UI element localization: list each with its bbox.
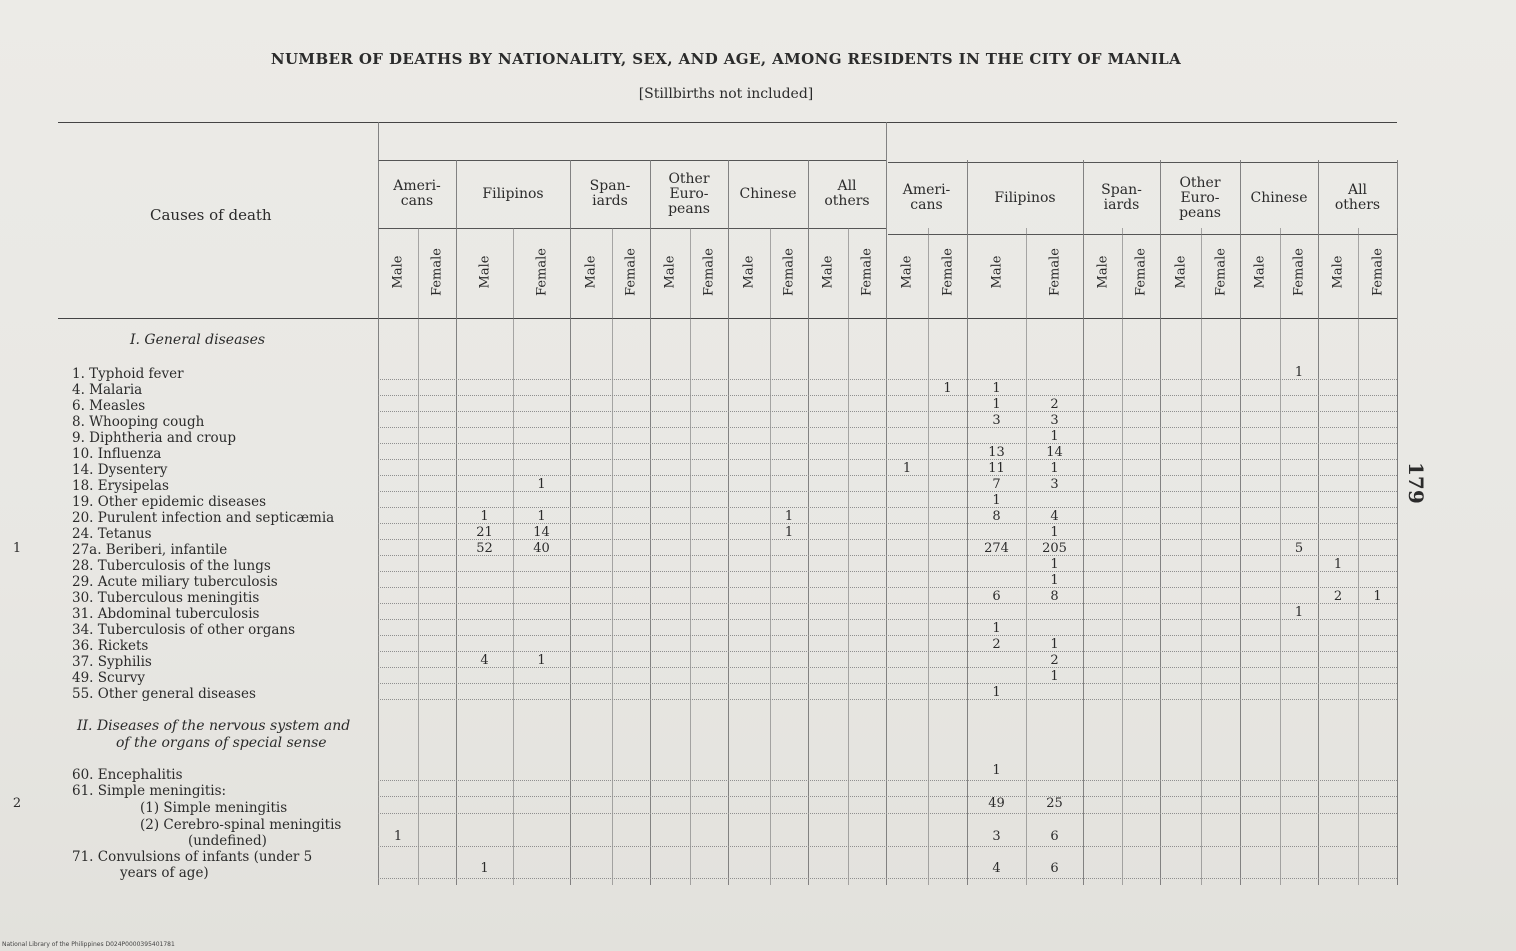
table-cell-value: 1 [992,621,1001,636]
age-group-under-30-days [378,128,886,154]
column-rule [690,228,691,885]
table-cell-value: 1 [992,493,1001,508]
nationality-header-line: Chinese [1250,189,1308,206]
nationality-header-line: others [824,193,870,209]
row-leader [378,699,1397,700]
sex-label-female: Female [940,248,955,296]
table-cell-value: 1 [1050,429,1059,444]
row-leader [378,587,1397,588]
row-leader [378,571,1397,572]
table-row-label: 4. Malaria [72,382,143,398]
table-cell-value: 1 [992,763,1001,778]
sex-label-male: Male [662,255,678,289]
row-leader [378,651,1397,652]
column-rule [928,228,929,885]
column-rule [1122,228,1123,885]
section-general-diseases: I. General diseases [130,332,266,348]
table-cell-value: 1 [902,461,912,476]
sex-label-female: Female [429,248,445,296]
column-rule [770,228,771,885]
table-cell-value: 49 [988,796,1005,811]
table-cell-value: 1 [537,653,546,668]
table-cell-value: 5 [1294,541,1304,556]
table-cell-value: 1 [992,381,1001,396]
sex-label-male: Male [583,255,599,289]
column-rule [513,228,514,885]
table-cell-value: 1 [784,525,794,540]
table-cell-value: 3 [992,413,1001,428]
sex-label-female: Female [534,248,549,296]
column-rule [1026,228,1027,885]
table-cell-value: 1 [784,509,794,524]
age-group-rule-right [888,162,1397,163]
nationality-header [728,164,808,224]
sex-label-female: Female [701,248,717,296]
nationality-header-line: cans [400,193,434,209]
table-cell-value: 1 [1373,589,1382,604]
sex-label-female: Female [859,248,875,296]
table-cell-value: 8 [992,509,1001,524]
table-cell-value: 1 [1294,605,1304,620]
nationality-rule-right [888,234,1397,235]
table-row-label: 61. Simple meningitis: [72,783,227,799]
column-rule [886,122,887,885]
table-row-label: 6. Measles [72,398,146,414]
table-cell-value: 8 [1050,589,1059,604]
table-cell-value: 1 [943,381,952,396]
nationality-header-line: Filipinos [994,189,1056,206]
nationality-header-line: Euro- [669,185,709,202]
table-cell-value: 2 [1333,589,1343,604]
sex-label-male: Male [1095,255,1110,289]
page-number: 179 [1404,462,1428,504]
table-row-label: 14. Dysentery [72,462,168,478]
table-row-label: 34. Tuberculosis of other organs [72,622,296,638]
table-row-label: 24. Tetanus [72,526,152,542]
row-leader [378,395,1397,396]
section-nervous-system-line-2: of the organs of special sense [116,735,327,751]
sex-label-male: Male [390,255,406,289]
table-cell-value: 4 [992,861,1001,876]
page-title: NUMBER OF DEATHS BY NATIONALITY, SEX, AND AGE, AMONG RESIDENTS IN THE CITY OF MANILA [270,50,1182,68]
nationality-header [808,164,886,224]
table-cell-value: 2 [992,637,1001,652]
table-cell-value: 11 [988,461,1005,476]
table-cell-value: 1 [1050,461,1059,476]
table-cell-value: 3 [1050,477,1059,492]
nationality-rule-left [378,228,886,229]
table-top-rule [58,122,1397,123]
table-row-label: 30. Tuberculous meningitis [72,590,260,606]
nationality-header-line: Other [1179,174,1221,191]
table-cell-value: 4 [1050,509,1059,524]
nationality-header-line: Ameri- [393,178,441,194]
table-row-label: 29. Acute miliary tuberculosis [72,574,278,590]
table-cell-value: 7 [992,477,1001,492]
sex-label-female: Female [1133,248,1149,296]
nationality-header [650,164,728,224]
sex-label-female: Female [781,248,797,296]
table-cell-value: 1 [537,477,546,492]
row-leader [378,459,1397,460]
table-row-label: 49. Scurvy [72,670,145,686]
table-cell-value: 2 [1050,397,1059,412]
table-cell-value: 1 [992,397,1001,412]
table-cell-value: 6 [992,589,1001,604]
table-row-label: 37. Syphilis [72,654,152,670]
sex-label-female: Female [1213,248,1228,296]
row-leader [378,379,1397,380]
column-rule [1201,228,1202,885]
age-group-30-days-to-1-year [888,130,1397,156]
sex-label-male: Male [899,255,915,289]
table-cell-value: 1 [1050,573,1059,588]
table-cell-value: 1 [12,541,22,556]
sex-label-female: Female [623,248,639,296]
table-cell-value: 13 [988,445,1005,460]
causes-column-header: Causes of death [150,206,272,224]
table-row-label: 28. Tuberculosis of the lungs [72,558,271,574]
table-cell-value: 21 [476,525,493,540]
table-cell-value: 40 [533,541,550,556]
table-cell-value: 6 [1050,829,1059,844]
row-leader [378,796,1397,797]
row-leader [378,619,1397,620]
table-row-label: 9. Diphtheria and croup [72,430,237,446]
nationality-header [1240,168,1318,228]
nationality-header [1318,168,1397,228]
table-cell-value: 1 [537,509,546,524]
table-cell-value: 2 [12,796,22,811]
table-cell-value: 1 [393,829,403,844]
nationality-header-line: Ameri- [902,182,951,198]
column-rule [1397,228,1398,885]
row-leader [378,507,1397,508]
section-nervous-system-line-1: II. Diseases of the nervous system and [77,718,351,734]
table-cell-value: 1 [1050,557,1059,572]
table-row-label: 20. Purulent infection and septicæmia [72,510,335,526]
table-row-label: years of age) [120,865,209,881]
table-cell-value: 14 [533,525,550,540]
sex-label-male: Male [477,255,492,289]
column-rule [378,122,379,885]
table-row-label: 55. Other general diseases [72,686,256,702]
table-row-label: 71. Convulsions of infants (under 5 [72,849,313,865]
sex-label-male: Male [741,255,757,289]
table-cell-value: 25 [1046,796,1063,811]
row-leader [378,411,1397,412]
nationality-header [1083,168,1160,228]
nationality-header [886,168,967,228]
nationality-header [378,164,456,224]
row-leader [378,683,1397,684]
nationality-header [456,164,570,224]
page-subtitle: [Stillbirths not included] [638,86,814,102]
nationality-header [570,164,650,224]
table-cell-value: 6 [1050,861,1059,876]
table-row-label: (undefined) [188,833,267,849]
table-row-label: 10. Influenza [72,446,162,462]
nationality-header-line: Span- [589,178,631,194]
nationality-header-line: Span- [1101,182,1142,198]
table-cell-value: 2 [1050,653,1059,668]
row-leader [378,780,1397,781]
row-leader [378,475,1397,476]
table-cell-value: 52 [476,541,493,556]
table-cell-value: 205 [1042,541,1067,556]
nationality-header [1160,168,1240,228]
column-rule [418,228,419,885]
table-cell-value: 1 [1050,637,1059,652]
table-row-label: 27a. Beriberi, infantile [72,542,228,558]
table-row-label: 19. Other epidemic diseases [72,494,267,510]
sex-label-male: Male [1252,255,1268,289]
nationality-header-line: All [837,178,857,194]
sex-label-male: Male [989,255,1004,289]
age-group-rule-left [378,160,886,161]
nationality-header-line: Chinese [739,185,797,202]
column-rule [1280,228,1281,885]
column-rule [612,228,613,885]
table-row-label: 31. Abdominal tuberculosis [72,606,260,622]
row-leader [378,846,1397,847]
nationality-header [967,168,1083,228]
sex-label-male: Male [1173,255,1188,289]
table-cell-value: 274 [984,541,1009,556]
table-row-label: (1) Simple meningitis [140,800,288,816]
row-leader [378,603,1397,604]
row-leader [378,813,1397,814]
sex-label-male: Male [820,255,836,289]
sex-label-female: Female [1047,248,1062,296]
sex-label-female: Female [1370,248,1385,296]
nationality-header-line: All [1347,182,1368,198]
nationality-header-line: Other [668,170,710,187]
table-cell-value: 4 [480,653,489,668]
sex-label-female: Female [1291,248,1307,296]
nationality-header-line: peans [668,200,710,217]
column-rule [848,228,849,885]
table-row-label: 1. Typhoid fever [72,366,184,382]
nationality-header-line: iards [1103,197,1140,213]
table-cell-value: 1 [480,509,489,524]
table-row-label: (2) Cerebro-spinal meningitis [140,817,342,833]
column-rule [1358,228,1359,885]
nationality-header-line: others [1334,197,1381,213]
table-cell-value: 1 [1050,525,1059,540]
table-cell-value: 1 [480,861,489,876]
table-row-label: 8. Whooping cough [72,414,205,430]
row-leader [378,635,1397,636]
table-cell-value: 1 [1333,557,1343,572]
nationality-header-line: peans [1179,204,1221,221]
row-leader [378,427,1397,428]
table-cell-value: 1 [1294,365,1304,380]
footer-credit: National Library of the Philippines D024P0000395401781 [2,941,175,948]
table-row-label: 60. Encephalitis [72,767,183,783]
table-row-label: 18. Erysipelas [72,478,169,494]
nationality-header-line: Filipinos [482,185,544,202]
nationality-header-line: iards [592,193,628,209]
table-cell-value: 14 [1046,445,1063,460]
sex-label-male: Male [1330,255,1346,289]
table-cell-value: 1 [992,685,1001,700]
row-leader [378,878,1397,879]
nationality-header-line: cans [910,197,943,213]
table-cell-value: 3 [992,829,1001,844]
table-cell-value: 3 [1050,413,1059,428]
nationality-header-line: Euro- [1180,189,1220,206]
table-row-label: 36. Rickets [72,638,149,654]
row-leader [378,443,1397,444]
table-cell-value: 1 [1050,669,1059,684]
